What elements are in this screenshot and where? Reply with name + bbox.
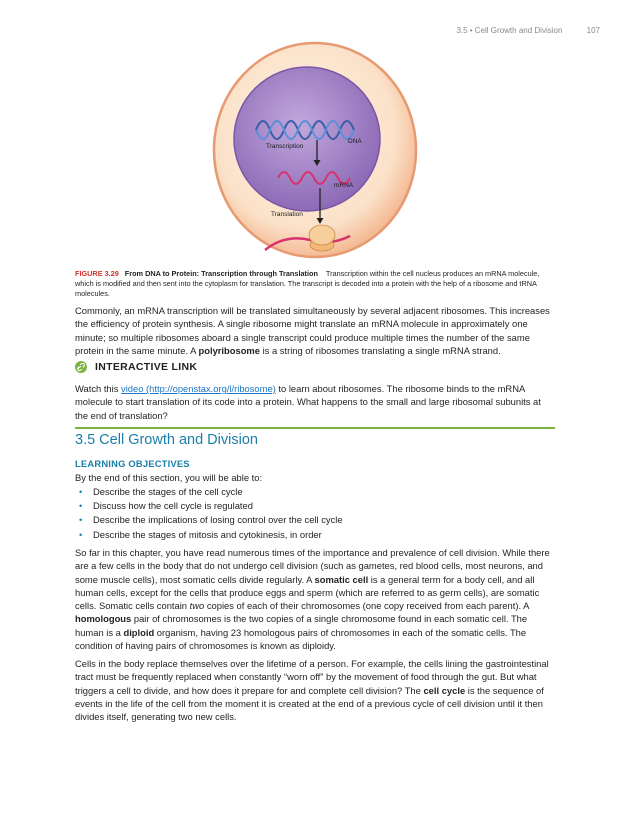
list-item: • Describe the stages of the cell cycle [75,485,343,499]
figure-title: From DNA to Protein: Transcription through Translation [124,269,318,278]
section-heading: 3.5 Cell Growth and Division [75,432,258,448]
dna-label: DNA [348,138,362,145]
somatic-cell-paragraph [75,546,555,652]
section-divider [75,427,555,429]
page-number: 107 [586,26,600,35]
running-section-title: 3.5 • Cell Growth and Division [456,26,563,35]
text-run: pair of chromosomes is the two copies of a single chromosome found in each somatic cell. The human is a [75,613,528,638]
text-run: Commonly, an mRNA transcription will be translated simultaneously by several adjacent ribosomes. This increases the efficiency of protein synthesis. A single ribosome might translate an mRNA molecule in approximately one minute; so multiple ribosomes aboard a single transcript could produce multiple times the number of the same protein in the same minute. A [75,305,550,356]
interactive-link-title: INTERACTIVE LINK [95,361,198,373]
transcription-translation-figure [210,40,420,262]
term-homologous: homologous [75,613,132,625]
interactive-link-paragraph [75,382,555,422]
learning-objectives-title: LEARNING OBJECTIVES [75,458,190,469]
text-run: copies of each of their chromosomes (one copy received from each parent). A [204,600,529,612]
list-item: • Describe the implications of losing control over the cell cycle [75,513,343,527]
polyribosome-paragraph [75,304,555,357]
interactive-link-heading [75,361,197,373]
cell-cycle-paragraph [75,657,555,723]
emphasis-two: two [189,600,205,612]
text-run: is the sequence of events in the life of the cell from the moment it is created at the end of a previous cycle of cell division until it then divides itself, generating two new cells. [75,684,544,723]
list-item: • Describe the stages of mitosis and cytokinesis, in order [75,528,343,542]
page-header [456,26,600,35]
text-run: organism, having 23 homologous pairs of chromosomes in each of the somatic cells. The condition of having pairs of chromosomes is known as diploidy. [75,626,527,652]
figure-caption-text: Transcription within the cell nucleus produces an mRNA molecule, which is modified and then sent into the cytoplasm for translation. The transcript is decoded into a protein with the help of a ribosome and tRNA molecules. [75,269,540,298]
term-polyribosome: polyribosome [198,344,260,356]
text-run: is a string of ribosomes translating a single mRNA strand. [259,344,501,356]
list-item: • Discuss how the cell cycle is regulated [75,499,343,513]
translation-label: Translation [271,211,303,218]
figure-caption [75,269,555,299]
figure-number: FIGURE 3.29 [75,269,119,278]
learning-objectives-intro: By the end of this section, you will be able to: [75,472,263,483]
ribosome-video-link[interactable]: video (http://openstax.org/l/ribosome) [121,383,276,394]
transcription-label: Transcription [266,143,304,150]
learning-objectives-list [75,485,343,542]
text-run: Watch this [75,383,122,394]
term-cell-cycle: cell cycle [423,684,466,696]
text-run: to learn about ribosomes. The ribosome binds to the mRNA molecule to start translation of its code into a protein. What happens to the small and large ribosomal subunits at the end of translation? [75,383,541,421]
mrna-label: mRNA [334,182,354,189]
text-run: is a general term for a body cell, and all human cells, except for the cells that produce eggs and sperm (which are referred to as germ cells), are somatic cells. Somatic cells contain [75,573,540,612]
term-somatic-cell: somatic cell [314,573,369,585]
text-run: Cells in the body replace themselves over the lifetime of a person. For example, the cells lining the gastrointestinal tract must be frequently replaced when constantly “worn off” by the movement of food through the gut. But what triggers a cell to divide, and how does it prepare for and complete cell division? The [75,658,549,696]
text-run: So far in this chapter, you have read numerous times of the importance and prevalence of cell division. While there are a few cells in the body that do not undergo cell division (such as gametes, red blood cells, most neurons, and some muscle cells), most somatic cells divide regularly. A [75,547,550,585]
link-icon [75,361,87,373]
ribosome-large-subunit [309,225,335,245]
term-diploid: diploid [123,626,155,638]
